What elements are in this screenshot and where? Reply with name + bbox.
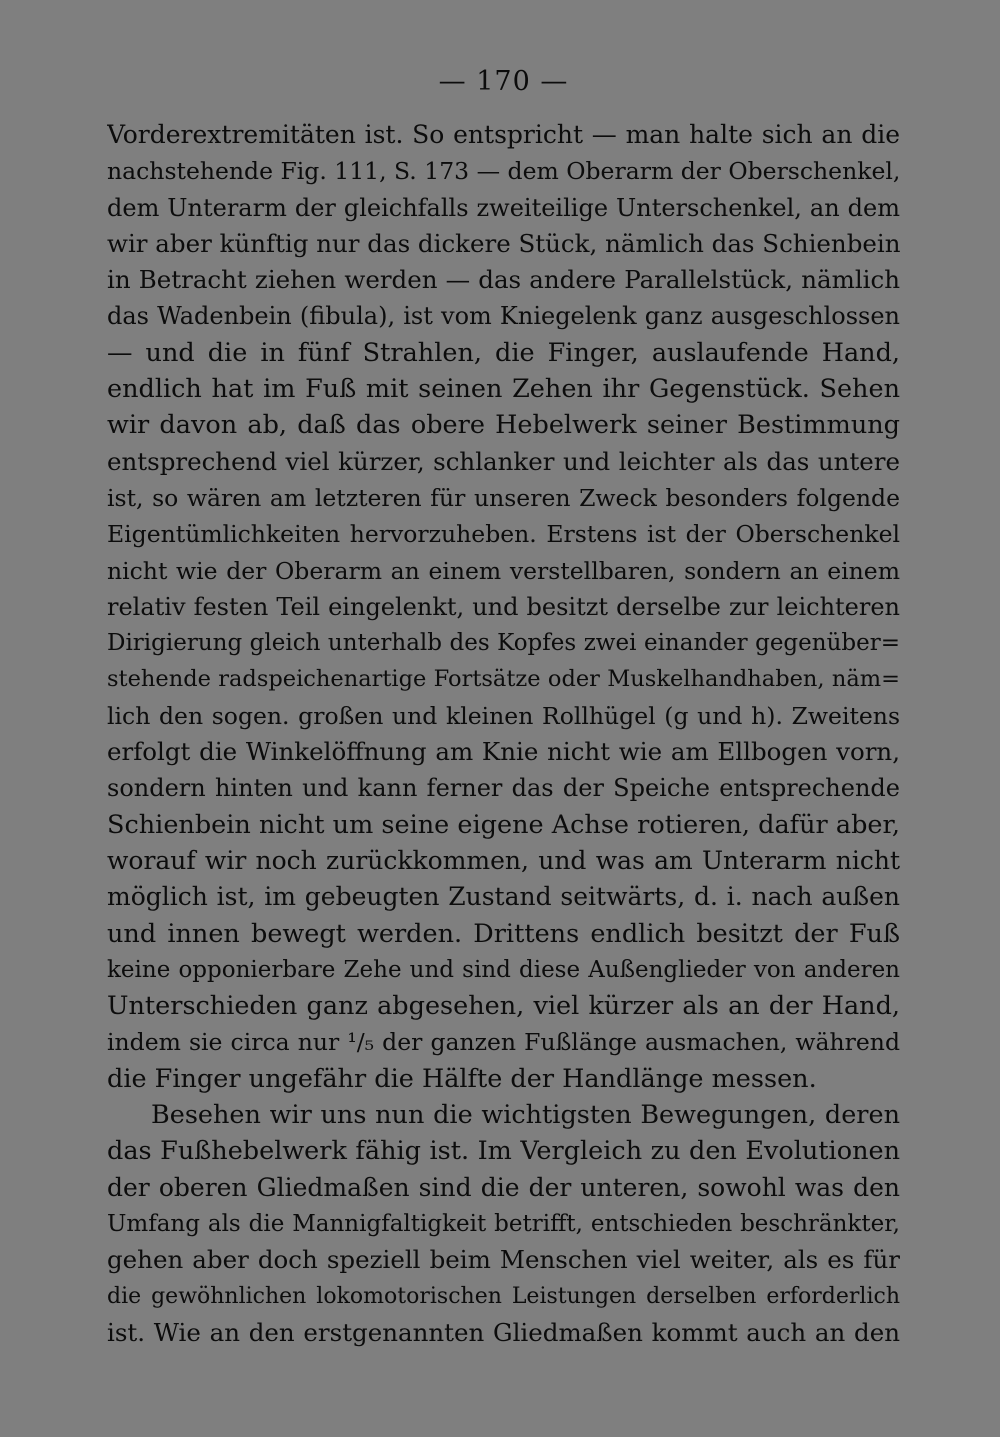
text-line: möglich ist, im gebeugten Zustand seitwärts, d. i. nach außen: [107, 882, 900, 912]
text-line: wir aber künftig nur das dickere Stück, nämlich das Schienbein: [107, 228, 900, 258]
text-line: keine opponierbare Zehe und sind diese Außenglieder von anderen: [107, 956, 900, 983]
text-line: worauf wir noch zurückkommen, und was am Unterarm nicht: [107, 845, 900, 875]
text-line: ist, so wären am letzteren für unseren Zweck besonders folgende: [107, 483, 900, 512]
text-line: nachstehende Fig. 111, S. 173 — dem Oberarm der Oberschenkel,: [107, 157, 900, 186]
text-line: nicht wie der Oberarm an einem verstellbaren, sondern an einem: [107, 556, 900, 585]
text-line: entsprechend viel kürzer, schlanker und leichter als das untere: [107, 446, 900, 476]
text-line: und innen bewegt werden. Drittens endlich besitzt der Fuß: [107, 918, 900, 949]
text-line: indem sie circa nur ¹/₅ der ganzen Fußlänge ausmachen, während: [107, 1028, 900, 1057]
text-line: sondern hinten und kann ferner das der Speiche entsprechende: [107, 774, 900, 803]
text-line: ist. Wie an den erstgenannten Gliedmaßen kommt auch an den: [107, 1317, 900, 1347]
text-line: die gewöhnlichen lokomotorischen Leistungen derselben erforderlich: [107, 1283, 900, 1309]
text-line: der oberen Gliedmaßen sind die der unteren, sowohl was den: [107, 1172, 900, 1202]
text-line: erfolgt die Winkelöffnung am Knie nicht wie am Ellbogen vorn,: [107, 737, 900, 767]
text-line: endlich hat im Fuß mit seinen Zehen ihr Gegenstück. Sehen: [107, 374, 900, 405]
text-line: Unterschieden ganz abgesehen, viel kürzer als an der Hand,: [107, 991, 900, 1022]
text-line: Umfang als die Mannigfaltigkeit betrifft, entschieden beschränkter,: [107, 1210, 900, 1237]
book-page: [107, 0, 900, 1437]
text-line: Besehen wir uns nun die wichtigsten Bewegungen, deren: [151, 1100, 900, 1131]
text-line: Vorderextremitäten ist. So entspricht — man halte sich an die: [107, 120, 900, 149]
text-line: stehende radspeichenartige Fortsätze oder Muskelhandhaben, näm=: [107, 666, 900, 693]
text-line: dem Unterarm der gleichfalls zweiteilige Unterschenkel, an dem: [107, 193, 900, 222]
text-line: das Wadenbein (fibula), ist vom Kniegelenk ganz ausgeschlossen: [107, 302, 900, 331]
text-line: wir davon ab, daß das obere Hebelwerk seiner Bestimmung: [107, 410, 900, 441]
text-line: das Fußhebelwerk fähig ist. Im Vergleich zu den Evolutionen: [107, 1136, 900, 1167]
text-line: gehen aber doch speziell beim Menschen viel weiter, als es für: [107, 1245, 900, 1275]
page-number: — 170 —: [438, 66, 569, 97]
text-line: lich den sogen. großen und kleinen Rollhügel (g und h). Zweitens: [107, 701, 900, 730]
text-line: — und die in fünf Strahlen, die Finger, auslaufende Hand,: [107, 337, 900, 368]
body-text: [107, 117, 900, 1351]
text-line: Eigentümlichkeiten hervorzuheben. Erstens ist der Oberschenkel: [107, 520, 900, 549]
text-line: Dirigierung gleich unterhalb des Kopfes zwei einander gegenüber=: [107, 630, 900, 657]
text-line: relativ festen Teil eingelenkt, und besitzt derselbe zur leichteren: [107, 592, 900, 621]
text-line: Schienbein nicht um seine eigene Achse rotieren, dafür aber,: [107, 809, 900, 840]
text-line: in Betracht ziehen werden — das andere Parallelstück, nämlich: [107, 265, 900, 295]
text-line: die Finger ungefähr die Hälfte der Handlänge messen.: [107, 1063, 817, 1094]
